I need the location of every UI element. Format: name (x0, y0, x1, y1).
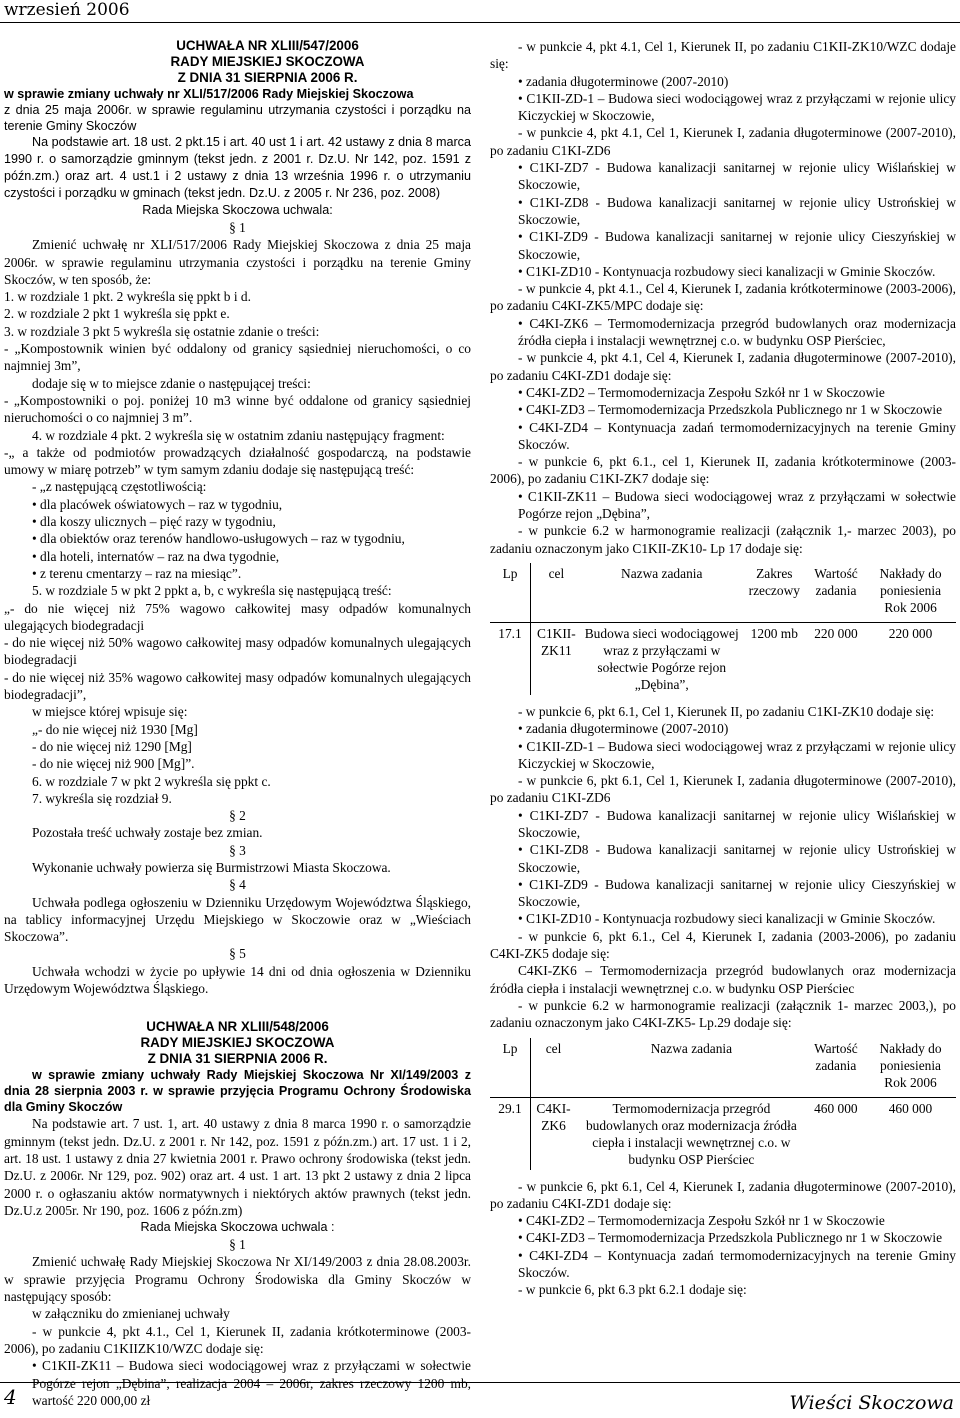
table-header-cell: Nakłady do poniesienia Rok 2006 (865, 1038, 956, 1098)
paragraph: - do nie więcej niż 50% wagowo całkowitej masy odpadów komunalnych ulegających biodegradacji (4, 635, 471, 668)
list-item: • dla placówek oświatowych – raz w tygodniu, (4, 496, 471, 513)
table-header-cell: Lp (490, 563, 531, 623)
page-number: 4 (4, 1385, 17, 1409)
paragraph: - w punkcie 4, pkt 4.1., Cel 4, Kierunek I, zadania krótkoterminowe (2003-2006), po zadaniu C4KI-ZK5/MPC dodaje się: (490, 281, 956, 314)
table-cell: C4KI-ZK6 (536, 1100, 571, 1133)
section-1: § 1 (229, 220, 246, 235)
paragraph: - do nie więcej niż 35% wagowo całkowitej masy odpadów komunalnych ulegających biodegradacji”, (4, 669, 471, 703)
table-cell: 220 000 (814, 625, 858, 641)
paragraph: „- do nie więcej niż 75% wagowo całkowitej masy odpadów komunalnych ulegających biodegradacji (4, 600, 471, 633)
list-item: • C4KI-ZD2 – Termomodernizacja Zespołu Szkół nr 1 w Skoczowie (490, 384, 956, 401)
paragraph: dodaje się w to miejsce zdanie o następującej treści: (32, 375, 311, 391)
list-item: • C1KI-ZD9 - Budowa kanalizacji sanitarnej w rejonie ulicy Cieszyńskiej w Skoczowie, (490, 876, 956, 911)
paragraph: Uchwała wchodzi w życie po upływie 14 dni od dnia ogłoszenia w Dzienniku Urzędowym Województwa Śląskiego. (4, 963, 471, 997)
council-decides-548: Rada Miejska Skoczowa uchwala : (140, 1220, 335, 1235)
section-5: § 5 (229, 946, 246, 962)
paragraph: Wykonanie uchwały powierza się Burmistrzowi Miasta Skoczowa. (32, 859, 391, 875)
table-cell: 460 000 (814, 1100, 858, 1116)
harmonogram-table-29 (490, 1038, 956, 1170)
resolution-547-subject-2: z dnia 25 maja 2006r. w sprawie regulaminu utrzymania czystości i porządku na terenie Gminy Skoczów (4, 103, 471, 133)
paragraph: Zmienić uchwałę Rady Miejskiej Skoczowa Nr XI/149/2003 z dnia 28.08.2003r. w sprawie przyjęcia Programu Ochrony Środowiska dla Gminy Skoczów w następujący sposób: (4, 1254, 471, 1305)
list-item: • C1KII-ZD-1 – Budowa sieci wodociągowej wraz z przyłączami w rejonie ulicy Kiczyckiej w Skoczowie, (490, 738, 956, 773)
paragraph: - w punkcie 6.2 w harmonogramie realizacji (załącznik 1,- marzec 2003), po zadaniu oznaczonym jako C1KII-ZK10- Lp 17 dodaje się: (490, 523, 956, 556)
list-item: • C1KI-ZD7 - Budowa kanalizacji sanitarnej w rejonie ulicy Wiślańskiej w Skoczowie, (490, 807, 956, 842)
list-item: • C1KI-ZD8 - Budowa kanalizacji sanitarnej w rejonie ulicy Ustrońskiej w Skoczowie, (490, 194, 956, 229)
table-header-cell: cel (531, 1038, 577, 1098)
council-decides-547: Rada Miejska Skoczowa uchwala: (142, 203, 333, 217)
header-rule (0, 22, 960, 23)
section-2: § 2 (229, 808, 246, 824)
issue-date: wrzesień 2006 (4, 0, 130, 20)
table-header-cell: cel (531, 563, 582, 623)
table-header-cell: Nakłady do poniesienia Rok 2006 (865, 563, 956, 623)
left-column (4, 38, 471, 1409)
resolution-547-subject-1: w sprawie zmiany uchwały nr XLI/517/2006 Rady Miejskiej Skoczowa (4, 87, 414, 101)
paragraph: 2. w rozdziale 2 pkt 1 wykreśla się ppkt e. (4, 306, 230, 322)
paragraph: -„ a także od podmiotów prowadzących działalność gospodarczą, na podstawie umowy w miarę potrzeb” w tym samym zdaniu dodaje się następującą treść: (4, 444, 471, 478)
page-header (0, 0, 960, 30)
paragraph: Pozostała treść uchwały zostaje bez zmian. (32, 825, 263, 841)
legal-basis-547: Na podstawie art. 18 ust. 2 pkt.15 i art. 40 ust 1 i art. 42 ustawy z dnia 8 marca 1990 r. o samorządzie gminnym (tekst jedn. z 2001 r. Dz.U. Nr 142, poz. 1591 z późn.zm.) oraz art. 4 ust.1 i 2 ustawy z dnia 13 września 1996 r. o utrzymaniu czystości i porządku w gminach (tekst jedn. Dz.U. z 2005 r. Nr 236, poz. 2008) (4, 135, 471, 200)
table-header-cell: Nazwa zadania (576, 1038, 807, 1098)
list-item: • C4KI-ZD2 – Termomodernizacja Zespołu Szkół nr 1 w Skoczowie (490, 1212, 956, 1229)
table-header-cell: Wartość zadania (807, 563, 865, 623)
table-header-cell: Lp (490, 1038, 531, 1098)
table-row (490, 622, 956, 695)
table-cell: 1200 mb (750, 625, 798, 641)
list-item: • C4KI-ZD3 – Termomodernizacja Przedszkola Publicznego nr 1 w Skoczowie (490, 401, 956, 418)
table-cell: 460 000 (888, 1100, 933, 1116)
list-item: • zadania długoterminowe (2007-2010) (490, 720, 956, 737)
list-item: • C1KI-ZD9 - Budowa kanalizacji sanitarnej w rejonie ulicy Cieszyńskiej w Skoczowie, (490, 228, 956, 263)
list-item: • z terenu cmentarzy – raz na miesiąc”. (4, 565, 471, 582)
paragraph: - w punkcie 6, pkt 6.3 pkt 6.2.1 dodaje się: (518, 1282, 747, 1298)
list-item: • dla obiektów oraz terenów handlowo-usługowych – raz w tygodniu, (4, 530, 471, 547)
table-header-row (490, 1038, 956, 1098)
paragraph: - w punkcie 4, pkt 4.1, Cel 1, Kierunek I, zadania długoterminowe (2007-2010), po zadaniu C1KI-ZD6 (490, 125, 956, 158)
paragraph: w miejsce której wpisuje się: (32, 704, 188, 720)
resolution-547-title: UCHWAŁA NR XLIII/547/2006 RADY MIEJSKIEJ SKOCZOWA Z DNIA 31 SIERPNIA 2006 R. (170, 38, 365, 85)
table-header-cell: Nazwa zadania (582, 563, 742, 623)
table-header-row (490, 563, 956, 623)
list-item: • C1KI-ZD10 - Kontynuacja rozbudowy sieci kanalizacji w Gminie Skoczów. (490, 910, 956, 927)
paragraph: 1. w rozdziale 1 pkt. 2 wykreśla się ppkt b i d. (4, 289, 251, 305)
paragraph: 4. w rozdziale 4 pkt. 2 wykreśla się w ostatnim zdaniu następujący fragment: (32, 427, 445, 443)
list-item: • dla hoteli, internatów – raz na dwa tygodnie, (4, 548, 471, 565)
list-item: • C1KII-ZK11 – Budowa sieci wodociągowej wraz z przyłączami w sołectwie Pogórze rejon „Dębina”, (490, 488, 956, 523)
table-cell: 220 000 (888, 625, 933, 641)
table-cell: Termomodernizacja przegród budowlanych oraz modernizacja źródła ciepła i instalacji wewnętrznej c.o. w budynku OSP Pierściec (585, 1100, 797, 1167)
paragraph: - w punkcie 6, pkt 6.1., Cel 4, Kierunek I, zadania (2003-2006), po zadaniu C4KI-ZK5 dodaje się: (490, 928, 956, 962)
paragraph: C4KI-ZK6 – Termomodernizacja przegród budowlanych oraz modernizacja źródła ciepła i instalacji wewnętrznej c.o. w budynku OSP Pierściec (490, 963, 956, 996)
list-item: • dla koszy ulicznych – pięć razy w tygodniu, (4, 513, 471, 530)
paragraph: - w punkcie 6, pkt 6.1., cel 1, Kierunek II, zadania krótkoterminowe (2003-2006), po zadaniu C1KI-ZK7 dodaje się: (490, 454, 956, 487)
list-item: • C4KI-ZD4 – Kontynuacja zadań termomodernizacyjnych na terenie Gminy Skoczów. (490, 1247, 956, 1282)
list-item: • C1KII-ZD-1 – Budowa sieci wodociągowej wraz z przyłączami w rejonie ulicy Kiczyckiej w Skoczowie, (490, 90, 956, 125)
paragraph: 6. w rozdziale 7 w pkt 2 wykreśla się ppkt c. (32, 773, 271, 789)
table-cell: C1KII-ZK11 (537, 625, 576, 658)
footer-rule (0, 1382, 960, 1383)
paragraph: 7. wykreśla się rozdział 9. (32, 790, 172, 806)
section-1: § 1 (229, 1237, 246, 1253)
paragraph: 5. w rozdziale 5 w pkt 2 ppkt a, b, c wykreśla się następującą treść: (32, 583, 392, 599)
paragraph: - „Kompostownik winien być oddalony od granicy sąsiedniej nieruchomości, o co najmniej 3m”, (4, 341, 471, 374)
paragraph: - w punkcie 6, pkt 6.1, Cel 1, Kierunek I, zadania długoterminowe (2007-2010), po zadaniu C1KI-ZD6 (490, 773, 956, 806)
resolution-548-title: UCHWAŁA NR XLIII/548/2006 RADY MIEJSKIEJ SKOCZOWA Z DNIA 31 SIERPNIA 2006 R. (140, 1019, 335, 1067)
table-header-cell: Zakres rzeczowy (742, 563, 807, 623)
table-cell: Budowa sieci wodociągowej wraz z przyłączami w sołectwie Pogórze rejon „Dębina”, (584, 625, 739, 692)
resolution-548-subject: w sprawie zmiany uchwały Rady Miejskiej Skoczowa Nr XI/149/2003 z dnia 28 sierpnia 2003 r. w sprawie przyjęcia Programu Ochrony Środowiska dla Gminy Skoczów (4, 1068, 471, 1115)
list-item: • C1KI-ZD10 - Kontynuacja rozbudowy sieci kanalizacji w Gminie Skoczów. (490, 263, 956, 280)
list-item: • C1KI-ZD7 - Budowa kanalizacji sanitarnej w rejonie ulicy Wiślańskiej w Skoczowie, (490, 159, 956, 194)
table-row (490, 1097, 956, 1170)
section-3: § 3 (229, 842, 246, 858)
legal-basis-548: Na podstawie art. 7 ust. 1, art. 40 ustawy z dnia 8 marca 1990 r. o samorządzie gminnym (tekst jedn. Dz.U. z 2001 r. Nr 142, poz. 1591 z późn.zm.) art. 17 ust. 1 i 2, art. 18 ust. 1 ustawy z dnia 27 kwietnia 2001 r. Prawo ochrony środowiska (tekst jedn. Dz.U. z 2006r. Nr 129, poz. 902) oraz art. 4 ust. 1 art. 13 pkt 2 ustawy z dnia 2 lipca 2000 r. o ogłaszaniu aktów normatywnych i niektórych aktów prawnych (tekst jedn. Dz.U.z 2005r. Nr 190, poz. 1606 z późn.zm) (4, 1116, 471, 1218)
paragraph: - w punkcie 6, pkt 6.1, Cel 1, Kierunek II, po zadaniu C1KI-ZK10 dodaje się: (518, 703, 935, 719)
list-item: • C4KI-ZD3 – Termomodernizacja Przedszkola Publicznego nr 1 w Skoczowie (490, 1229, 956, 1246)
table-cell: 17.1 (490, 622, 531, 695)
list-item: • C4KI-ZD4 – Kontynuacja zadań termomodernizacyjnych na terenie Gminy Skoczów. (490, 419, 956, 454)
paragraph: Zmienić uchwałę nr XLI/517/2006 Rady Miejskiej Skoczowa z dnia 25 maja 2006r. w sprawie regulaminu utrzymania czystości i porządku na terenie Gminy Skoczów, w ten sposób, że: (4, 237, 471, 287)
paragraph: - w punkcie 4, pkt 4.1, Cel 4, Kierunek I, zadania długoterminowe (2007-2010), po zadaniu C4KI-ZD1 dodaje się: (490, 350, 956, 383)
paragraph: - w punkcie 4, pkt 4.1, Cel 1, Kierunek II, po zadaniu C1KII-ZK10/WZC dodaje się: (490, 39, 956, 72)
paragraph: Uchwała podlega ogłoszeniu w Dzienniku Urzędowym Województwa Śląskiego, na tablicy informacyjnej Urzędu Miejskiego w Skoczowie oraz w „Wieściach Skoczowa”. (4, 894, 471, 945)
paragraph: 3. w rozdziale 3 pkt 5 wykreśla się ostatnie zdanie o treści: (4, 323, 320, 339)
right-column (490, 38, 956, 1299)
paragraph: - do nie więcej niż 1290 [Mg] (32, 738, 192, 754)
list-item: • C4KI-ZK6 – Termomodernizacja przegród budowlanych oraz modernizacja źródła ciepła i instalacji wewnętrznej c.o. w budynku OSP Pierściec, (490, 315, 956, 350)
table-cell: 29.1 (490, 1097, 531, 1170)
paragraph: - w punkcie 4, pkt 4.1., Cel 1, Kierunek II, zadania krótkoterminowe (2003-2006), po zadaniu C1KIIZK10/WZC dodaje się: (4, 1323, 471, 1356)
list-item: • zadania długoterminowe (2007-2010) (490, 73, 956, 90)
list-item: • C1KI-ZD8 - Budowa kanalizacji sanitarnej w rejonie ulicy Ustrońskiej w Skoczowie, (490, 841, 956, 876)
publication-title: Wieści Skoczowa (789, 1392, 954, 1414)
section-4: § 4 (229, 877, 246, 893)
paragraph: „- do nie więcej niż 1930 [Mg] (32, 721, 198, 737)
paragraph: w załączniku do zmienianej uchwały (32, 1306, 230, 1322)
table-header-cell: Wartość zadania (807, 1038, 865, 1098)
paragraph: - w punkcie 6.2 w harmonogramie realizacji (załącznik 1- marzec 2003,), po zadaniu oznaczonym jako C4KI-ZK5- Lp.29 dodaje się: (490, 997, 956, 1031)
paragraph: - „z następującą częstotliwością: (32, 479, 207, 495)
paragraph: - „Kompostowniki o poj. poniżej 10 m3 winne być oddalone od granicy sąsiedniej nieruchomości o co najmniej 3 m”. (4, 392, 471, 426)
list-item: • C1KII-ZK11 – Budowa sieci wodociągowej wraz z przyłączami w sołectwie Pogórze rejon „Dębina”, realizacja 2004 – 2006r, zakres rzeczowy 1200 mb, wartość 220 000,00 zł (4, 1357, 471, 1409)
paragraph: - do nie więcej niż 900 [Mg]”. (32, 756, 195, 772)
paragraph: - w punkcie 6, pkt 6.1, Cel 4, Kierunek I, zadania długoterminowe (2007-2010), po zadaniu C4KI-ZD1 dodaje się: (490, 1178, 956, 1211)
harmonogram-table-17 (490, 563, 956, 695)
